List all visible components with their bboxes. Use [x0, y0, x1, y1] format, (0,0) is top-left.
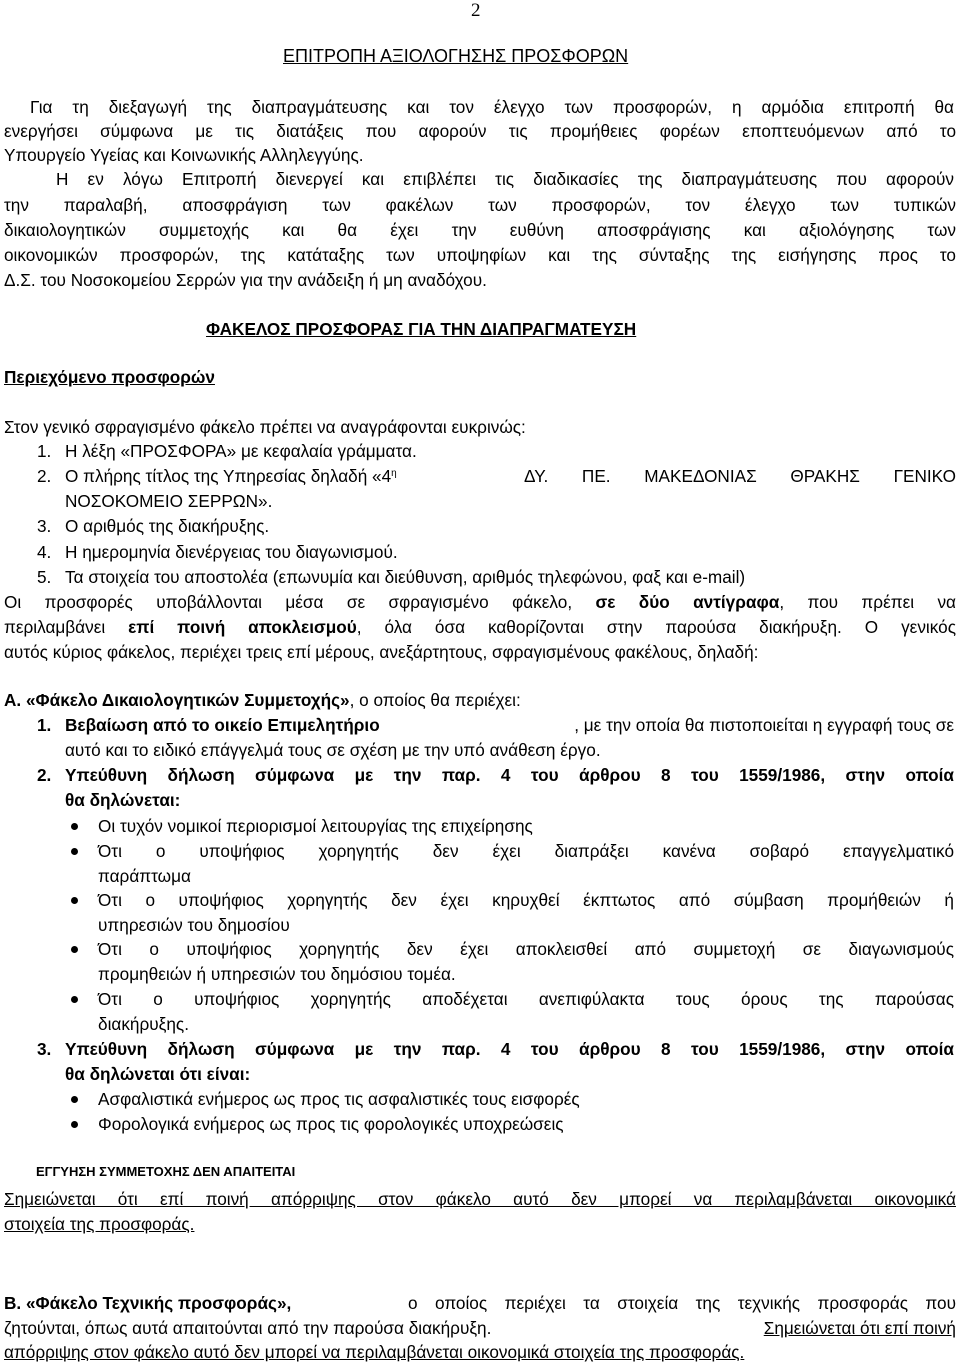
- intro-line-2: ενεργήσει σύμφωνα με τις διατάξεις που αφορούν τις προμήθειες φορέων εποπτευόμενων από το: [4, 121, 956, 141]
- a2-bullet-3-line-2: υπηρεσιών του δημοσίου: [98, 915, 290, 935]
- bullet-icon: [71, 996, 78, 1003]
- committee-line-1: Η εν λόγω Επιτροπή διενεργεί και επιβλέπει τις διαδικασίες της διαπραγμάτευσης που αφορούν: [56, 169, 954, 189]
- a2-bullet-4-line-2: προμηθειών ή υπηρεσιών του δημόσιου τομέα.: [98, 964, 456, 984]
- submission-line-3: αυτός κύριος φάκελος, περιέχει τρεις επί μέρους, ανεξάρτητους, σφραγισμένους φακέλους, δηλαδή:: [4, 642, 759, 662]
- a-item-1-rest: , με την οποία θα πιστοποιείται η εγγραφή τους σε: [574, 715, 954, 735]
- contents-heading: Περιεχόμενο προσφορών: [4, 367, 215, 387]
- submission-line-2: [4, 617, 956, 638]
- guarantee-note-line-1: Σημειώνεται ότι επί ποινή απόρριψης στον φάκελο αυτό δεν μπορεί να περιλαμβάνεται οικονομικά: [4, 1189, 956, 1209]
- a-item-1-line-2: αυτό και το ειδικό επάγγελμά τους σε σχέση με την υπό ανάθεση έργο.: [65, 740, 601, 760]
- a-item-3-line-1: Υπεύθυνη δήλωση σύμφωνα με την παρ. 4 του άρθρου 8 του 1559/1986, στην οποία: [65, 1039, 954, 1059]
- item-3-text: Ο αριθμός της διακήρυξης.: [65, 516, 270, 536]
- intro-line-1: Για τη διεξαγωγή της διαπραγμάτευσης και τον έλεγχο των προσφορών, η αρμόδια επιτροπή θα: [30, 97, 954, 117]
- section-b-note-start: Σημειώνεται ότι επί ποινή: [763, 1318, 956, 1338]
- item-5-number: 5.: [37, 567, 52, 587]
- section-b-title: Β. «Φάκελο Τεχνικής προσφοράς»,: [4, 1293, 292, 1313]
- a-item-1-number: 1.: [37, 715, 52, 735]
- a-item-2-number: 2.: [37, 765, 52, 785]
- bullet-icon: [71, 823, 78, 830]
- item-2-text-b: ΔΥ. ΠΕ. ΜΑΚΕΔΟΝΙΑΣ ΘΡΑΚΗΣ ΓΕΝΙΚΟ: [524, 466, 956, 486]
- section-b-line-2: [4, 1318, 956, 1339]
- a-item-2-line-2: θα δηλώνεται:: [65, 790, 181, 810]
- page-number: 2: [471, 0, 481, 21]
- item-2-text-a: Ο πλήρης τίτλος της Υπηρεσίας δηλαδή «4: [65, 466, 392, 486]
- a2-bullet-4-line-1: Ότι ο υποψήφιος χορηγητής δεν έχει αποκλεισθεί από συμμετοχή σε διαγωνισμούς: [98, 939, 954, 959]
- chamber-certificate: Βεβαίωση από το οικείο Επιμελητήριο: [65, 715, 380, 735]
- item-2-number: 2.: [37, 466, 52, 486]
- item-4-text: Η ημερομηνία διενέργειας του διαγωνισμού.: [65, 542, 398, 562]
- submission-text-2a: περιλαμβάνει: [4, 617, 106, 637]
- a2-bullet-3-line-1: Ότι ο υποψήφιος χορηγητής δεν έχει κηρυχθεί έκπτωτος από σύμβαση προμήθειών ή: [98, 890, 954, 910]
- a-item-3-line-2: θα δηλώνεται ότι είναι:: [65, 1064, 251, 1084]
- committee-line-2: την παραλαβή, αποσφράγιση των φακέλων των προσφορών, τον έλεγχο των τυπικών: [4, 195, 956, 215]
- item-3-number: 3.: [37, 516, 52, 536]
- page-title: ΕΠΙΤΡΟΠΗ ΑΞΙΟΛΟΓΗΣΗΣ ΠΡΟΣΦΟΡΩΝ: [283, 46, 629, 66]
- submission-line-1: [4, 592, 956, 613]
- bullet-icon: [71, 1121, 78, 1128]
- section-b-line-1: [4, 1293, 956, 1314]
- item-4-number: 4.: [37, 542, 52, 562]
- a2-bullet-2-line-1: Ότι ο υποψήφιος χορηγητής δεν έχει διαπράξει κανένα σοβαρό επαγγελματικό: [98, 841, 954, 861]
- two-copies-emphasis: σε δύο αντίγραφα: [595, 592, 780, 612]
- submission-text-end: , που πρέπει να: [779, 592, 956, 612]
- guarantee-note-line-2: στοιχεία της προσφοράς.: [4, 1214, 195, 1234]
- a-item-2-line-1: Υπεύθυνη δήλωση σύμφωνα με την παρ. 4 του άρθρου 8 του 1559/1986, στην οποία: [65, 765, 954, 785]
- a2-bullet-2-line-2: παράπτωμα: [98, 866, 191, 886]
- item-2-superscript: η: [391, 468, 397, 479]
- item-1-text: Η λέξη «ΠΡΟΣΦΟΡΑ» με κεφαλαία γράμματα.: [65, 441, 417, 461]
- section-a-title: Α. «Φάκελο Δικαιολογητικών Συμμετοχής»: [4, 690, 350, 710]
- committee-line-4: οικονομικών προσφορών, της κατάταξης των υποψηφίων και της σύνταξης της εισήγησης προς το: [4, 245, 956, 265]
- item-1-number: 1.: [37, 441, 52, 461]
- a2-bullet-1: Οι τυχόν νομικοί περιορισμοί λειτουργίας της επιχείρησης: [98, 816, 533, 836]
- bullet-icon: [71, 946, 78, 953]
- section-b-line-1-rest: ο οποίος περιέχει τα στοιχεία της τεχνικής προσφοράς που: [408, 1293, 956, 1313]
- section-a-title-rest: , ο οποίος θα περιέχει:: [349, 690, 521, 710]
- committee-line-3: δικαιολογητικών συμμετοχής και θα έχει την ευθύνη αποσφράγισης και αξιολόγησης των: [4, 220, 956, 240]
- intro-line-3: Υπουργείο Υγείας και Κοινωνικής Αλληλεγγύης.: [4, 145, 364, 165]
- guarantee-heading: ΕΓΓΥΗΣΗ ΣΥΜΜΕΤΟΧΗΣ ΔΕΝ ΑΠΑΙΤΕΙΤΑΙ: [36, 1164, 296, 1179]
- a-item-3-number: 3.: [37, 1039, 52, 1059]
- a2-bullet-5-line-1: Ότι ο υποψήφιος χορηγητής αποδέχεται ανεπιφύλακτα τους όρους της παρούσας: [98, 989, 954, 1009]
- a2-bullet-5-line-2: διακήρυξης.: [98, 1014, 189, 1034]
- section-a-heading: [4, 690, 521, 711]
- envelope-heading: ΦΑΚΕΛΟΣ ΠΡΟΣΦΟΡΑΣ ΓΙΑ ΤΗΝ ΔΙΑΠΡΑΓΜΑΤΕΥΣΗ: [206, 319, 637, 339]
- general-envelope-intro: Στον γενικό σφραγισμένο φάκελο πρέπει να αναγράφονται ευκρινώς:: [4, 417, 526, 437]
- item-2-line-1: [65, 466, 956, 487]
- submission-text-2c: , όλα όσα καθορίζονται στην παρούσα διακήρυξη. Ο γενικός: [356, 617, 956, 637]
- a3-bullet-1: Ασφαλιστικά ενήμερος ως προς τις ασφαλιστικές τους εισφορές: [98, 1089, 580, 1109]
- item-2-line-2: ΝΟΣΟΚΟΜΕΙΟ ΣΕΡΡΩΝ».: [65, 491, 273, 511]
- a-item-1-line-1: [65, 715, 954, 736]
- submission-text: Οι προσφορές υποβάλλονται μέσα σε σφραγισμένο φάκελο,: [4, 592, 573, 612]
- bullet-icon: [71, 848, 78, 855]
- exclusion-emphasis: επί ποινή αποκλεισμού: [128, 617, 357, 637]
- section-b-line-3: απόρριψης στον φάκελο αυτό δεν μπορεί να περιλαμβάνεται οικονομικά στοιχεία της προσφοράς.: [4, 1342, 745, 1362]
- a3-bullet-2: Φορολογικά ενήμερος ως προς τις φορολογικές υποχρεώσεις: [98, 1114, 564, 1134]
- section-b-line-2-text: ζητούνται, όπως αυτά απαιτούνται από την παρούσα διακήρυξη.: [4, 1318, 492, 1338]
- item-5-text: Τα στοιχεία του αποστολέα (επωνυμία και διεύθυνση, αριθμός τηλεφώνου, φαξ και e-mail): [65, 567, 746, 587]
- bullet-icon: [71, 897, 78, 904]
- committee-line-5: Δ.Σ. του Νοσοκομείου Σερρών για την ανάδειξη ή μη αναδόχου.: [4, 270, 487, 290]
- bullet-icon: [71, 1096, 78, 1103]
